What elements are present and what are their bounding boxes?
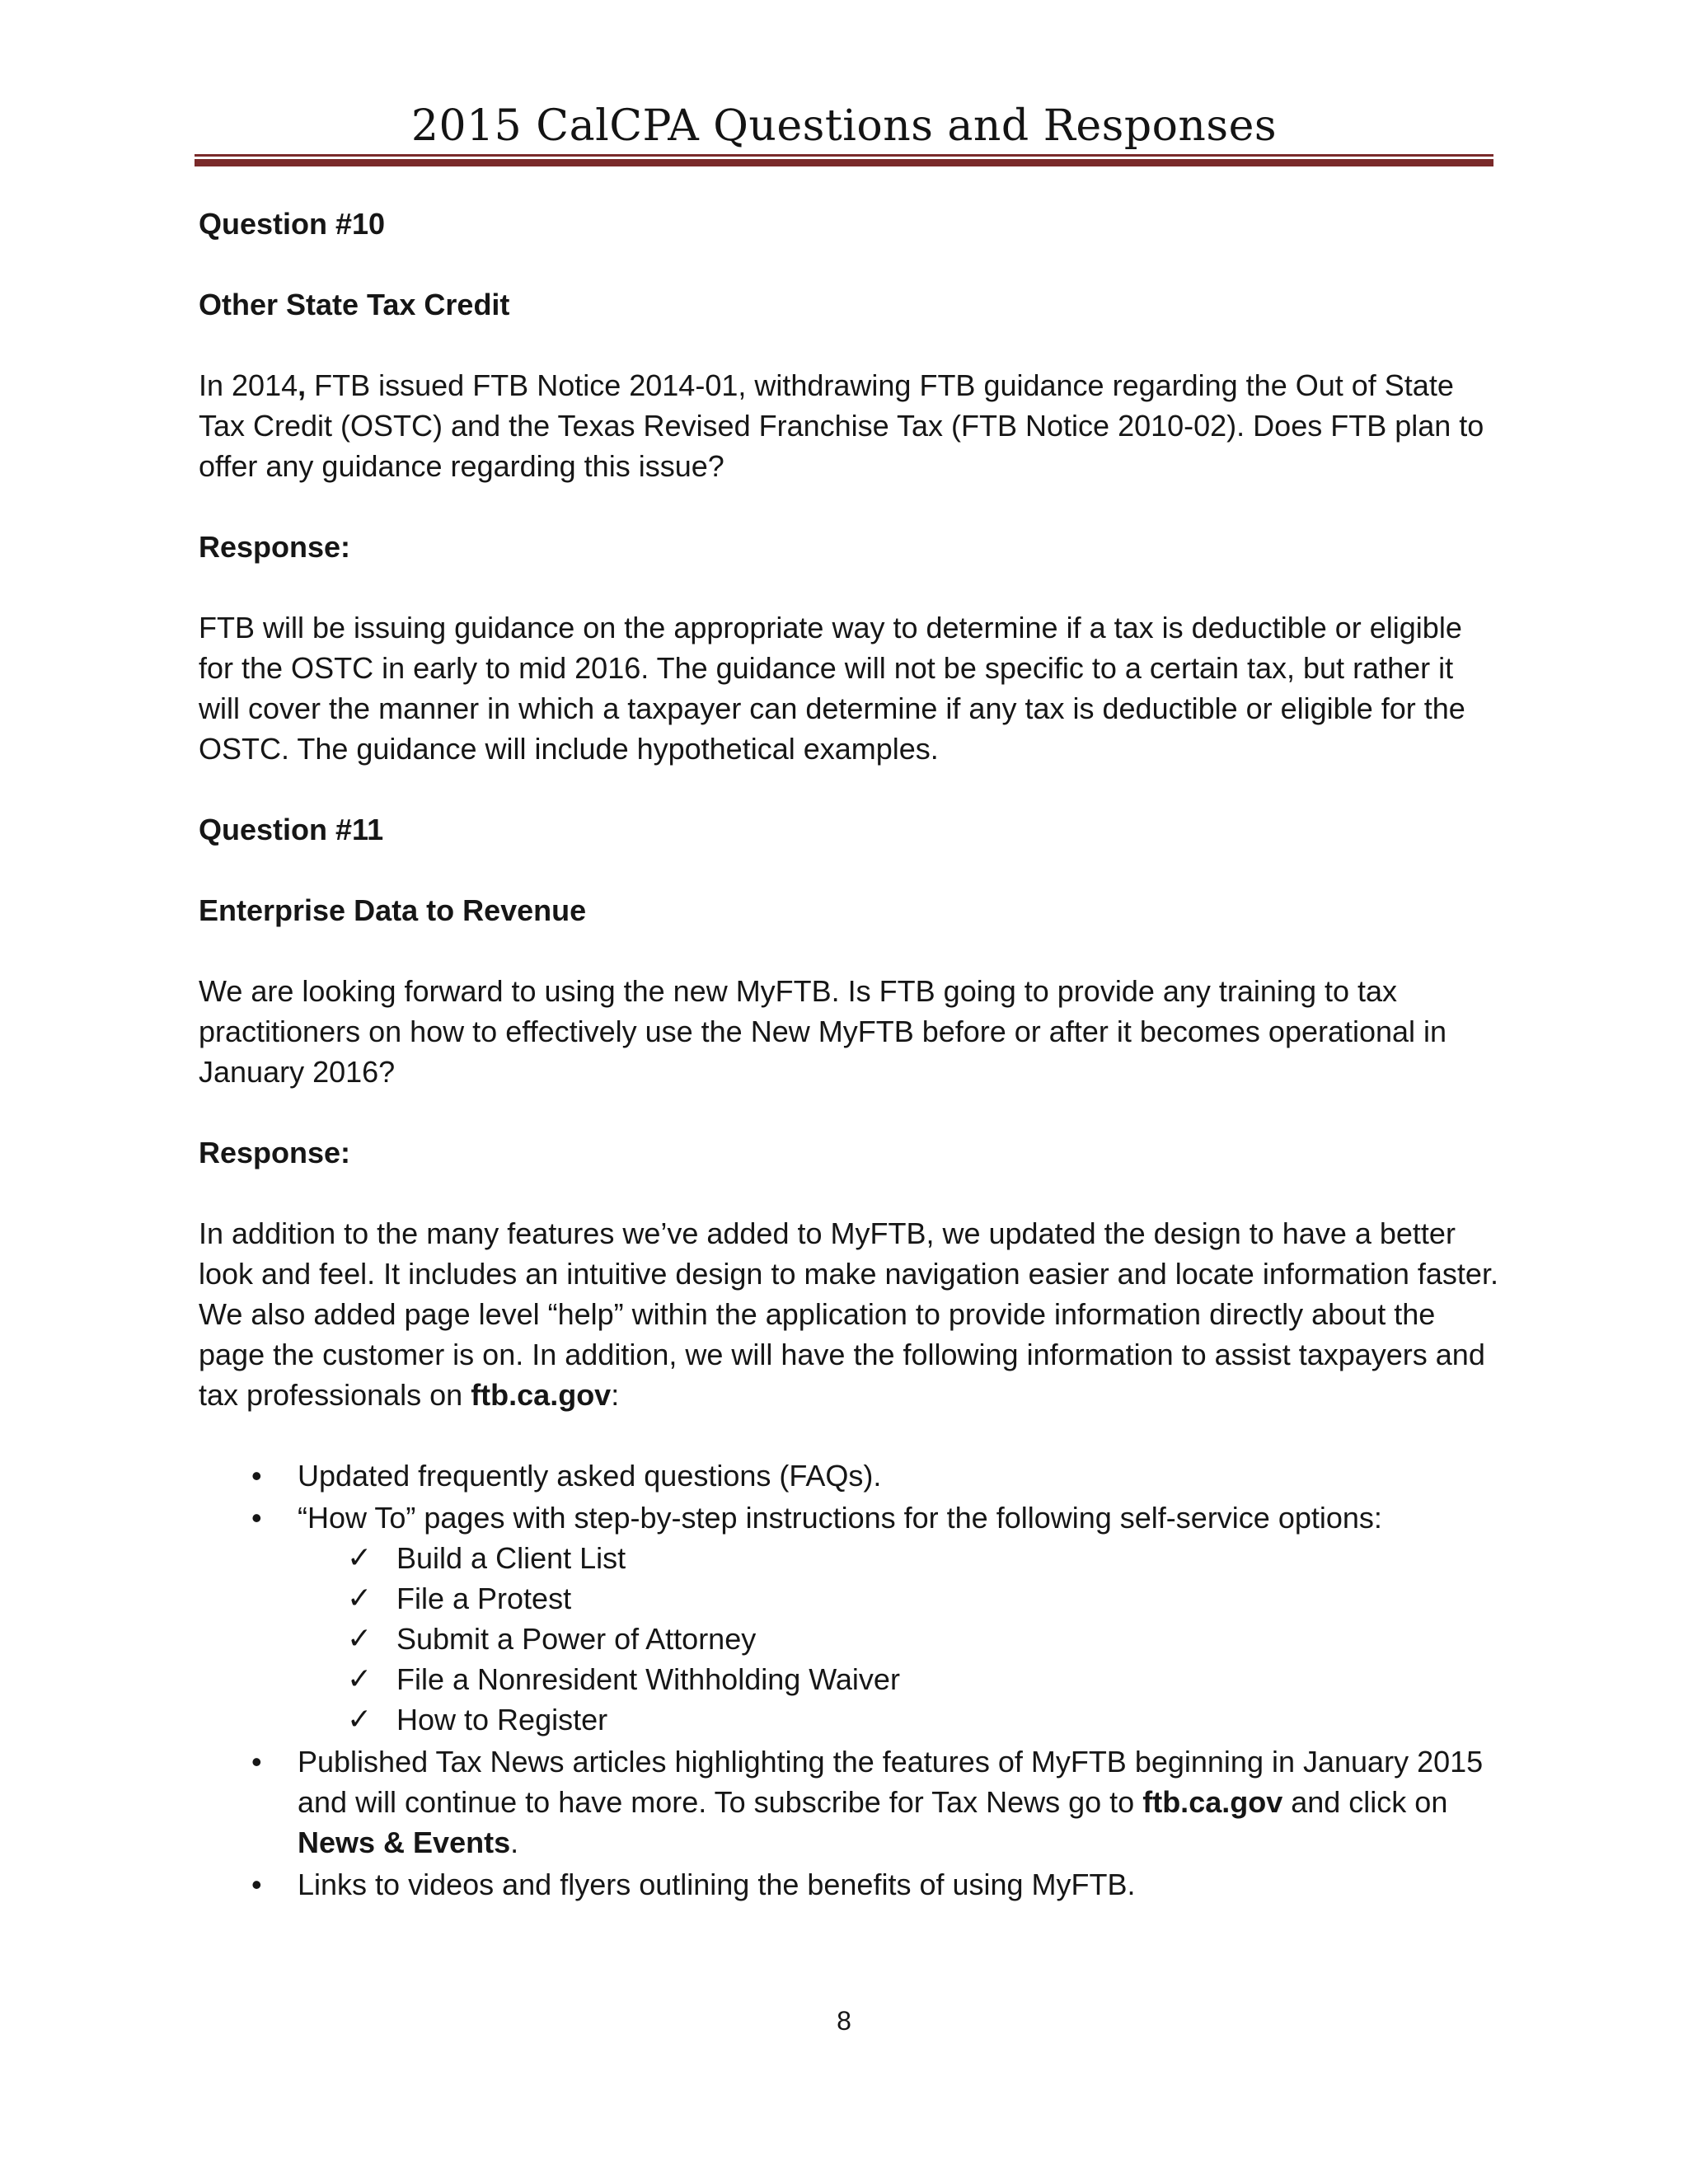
self-service-options-list [298, 1538, 1501, 1740]
question-10-number: Question #10 [199, 207, 386, 241]
question-11-response-label: Response: [199, 1136, 351, 1169]
check-item-text: How to Register [396, 1703, 608, 1736]
question-10-topic: Other State Tax Credit [199, 288, 510, 321]
check-item [298, 1619, 1501, 1659]
tax-news-text-end: . [510, 1825, 519, 1859]
checkmark-icon: ✓ [347, 1703, 373, 1736]
check-item-text: Build a Client List [396, 1541, 626, 1575]
response-text-start: In addition to the many features we’ve added to MyFTB, we updated the design to have a better look and feel. It includes an intuitive design to make navigation easier and locate information faster. We also added page level “help” within the application to provide information directly about the page the customer is on. In addition, we will have the following information to assist taxpayers and tax professionals on [199, 1216, 1498, 1412]
question-10-text [199, 365, 1501, 486]
checkmark-icon: ✓ [347, 1662, 373, 1696]
bullet-dot: • [251, 1501, 262, 1535]
question-11-topic: Enterprise Data to Revenue [199, 893, 587, 927]
check-item [298, 1538, 1501, 1578]
bullet-tax-news [199, 1741, 1501, 1863]
header-rule-thin [195, 154, 1493, 157]
header-rule-thick [195, 159, 1493, 166]
ftb-website-link-2: ftb.ca.gov [1142, 1785, 1283, 1819]
question-10-text-rest: FTB issued FTB Notice 2014-01, withdrawing FTB guidance regarding the Out of State Tax Credit (OSTC) and the Texas Revised Franchise Tax (FTB Notice 2010-02). Does FTB plan to offer any guidance regarding this issue? [199, 368, 1484, 483]
tax-news-text-mid: and click on [1282, 1785, 1448, 1819]
checkmark-icon: ✓ [347, 1622, 373, 1656]
question-10-bold-comma: , [298, 368, 307, 402]
bullet-faq-text: Updated frequently asked questions (FAQs). [298, 1459, 882, 1493]
response-text-end: : [611, 1378, 620, 1412]
check-item [298, 1659, 1501, 1699]
bullet-dot: • [251, 1745, 262, 1779]
check-item-text: File a Nonresident Withholding Waiver [396, 1662, 900, 1696]
question-11-number: Question #11 [199, 813, 384, 846]
question-10-response-label: Response: [199, 530, 351, 564]
bullet-videos [199, 1864, 1501, 1905]
check-item [298, 1578, 1501, 1619]
bullet-videos-text: Links to videos and flyers outlining the benefits of using MyFTB. [298, 1868, 1136, 1901]
tax-news-text-start: Published Tax News articles highlighting the features of MyFTB beginning in January 2015 and will continue to have more. To subscribe for Tax News go to [298, 1745, 1484, 1819]
checkmark-icon: ✓ [347, 1582, 373, 1615]
ftb-website-link: ftb.ca.gov [471, 1378, 612, 1412]
check-item [298, 1699, 1501, 1740]
bullet-how-to-text: “How To” pages with step-by-step instructions for the following self-service options: [298, 1501, 1382, 1535]
question-10-text-start: In 2014 [199, 368, 298, 402]
resources-bullet-list [199, 1455, 1501, 1905]
checkmark-icon: ✓ [347, 1541, 373, 1575]
question-10-response-text: FTB will be issuing guidance on the appropriate way to determine if a tax is deductible or eligible for the OSTC in early to mid 2016. The guidance will not be specific to a certain tax, but rather it will cover the manner in which a taxpayer can determine if any tax is deductible or eligible for the OSTC. The guidance will include hypothetical examples. [199, 611, 1465, 766]
bullet-dot: • [251, 1459, 262, 1493]
check-item-text: Submit a Power of Attorney [396, 1622, 757, 1656]
bullet-faq [199, 1455, 1501, 1496]
page-header-title: 2015 CalCPA Questions and Responses [410, 101, 1278, 151]
question-11-response-text [199, 1213, 1501, 1415]
page-number: 8 [837, 2006, 851, 2036]
bullet-how-to [199, 1497, 1501, 1740]
news-events-label: News & Events [298, 1825, 511, 1859]
document-body [199, 204, 1501, 1906]
bullet-dot: • [251, 1868, 262, 1901]
question-11-text: We are looking forward to using the new MyFTB. Is FTB going to provide any training to tax practitioners on how to effectively use the New MyFTB before or after it becomes operational in January 2016? [199, 974, 1447, 1089]
check-item-text: File a Protest [396, 1582, 572, 1615]
